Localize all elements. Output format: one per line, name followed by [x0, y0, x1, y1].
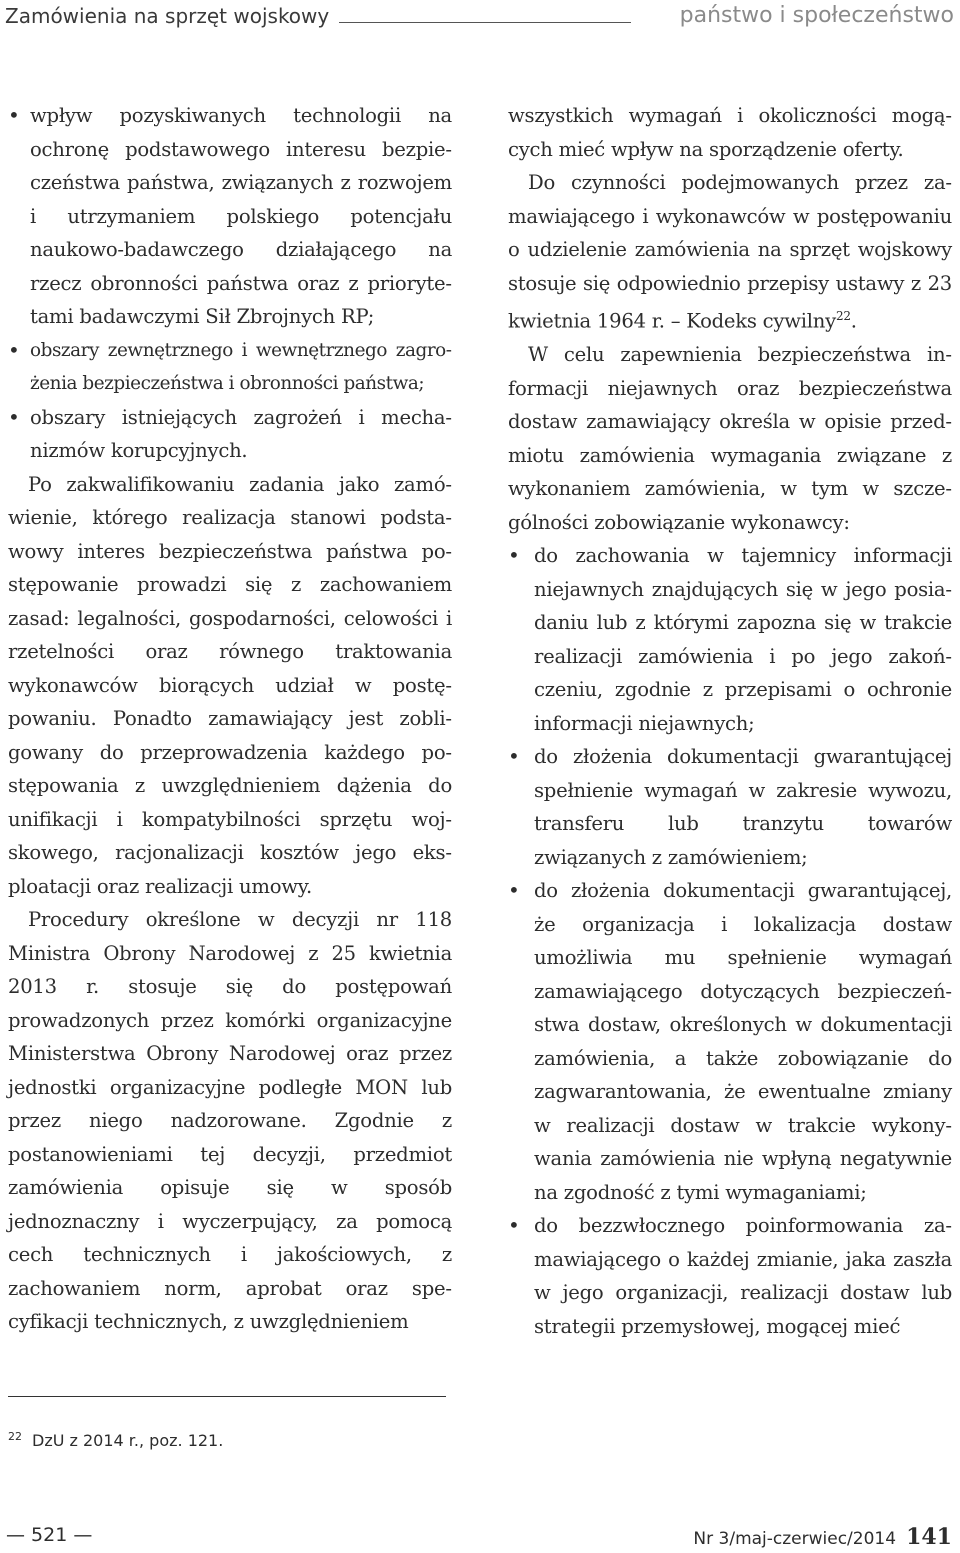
footnote-text: DzU z 2014 r., poz. 121. — [32, 1431, 224, 1450]
footer-issue — [693, 1524, 952, 1550]
left-bullet-1: • wpływ pozyskiwanych technologii na ochronę podstawowego interesu bezpieczeństwa państwa, związanych z rozwojem i utrzymaniem polskiego potencjału naukowo-badawczego działającego na rzecz obronności państwa oraz z priorytetami badawczymi Sił Zbrojnych RP; — [8, 99, 452, 334]
left-paragraph-1: Po zakwalifikowaniu zadania jako zamówienie, którego realizacja stanowi podstawowy interes bezpieczeństwa państwa postępowanie prowadzi się z zachowaniem zasad: legalności, gospodarności, celowości i rzetelności oraz równego traktowania wykonawców biorących udział w postępowaniu. Ponadto zamawiający jest zobligowany do przeprowadzenia każdego postępowania z uwzględnieniem dążenia do unifikacji i kompatybilności sprzętu wojskowego, racjonalizacji kosztów jego eksploatacji oraz realizacji umowy. — [8, 472, 452, 898]
left-bullet-2: • obszary zewnętrznego i wewnętrznego zagrożenia bezpieczeństwa i obronności państwa; — [8, 334, 452, 401]
right-paragraph-2-end: . — [850, 309, 857, 333]
left-bullet-3: • obszary istniejących zagrożeń i mechanizmów korupcyjnych. — [8, 401, 452, 468]
header-rule — [339, 22, 631, 23]
running-header-title: Zamówienia na sprzęt wojskowy — [5, 4, 330, 28]
left-column — [8, 99, 452, 1339]
footer-issue-label: Nr 3/maj-czerwiec/2014 — [693, 1529, 897, 1549]
right-bullet-list — [508, 539, 952, 1343]
footnote-reference: 22 — [835, 309, 851, 323]
right-paragraph-3: W celu zapewnienia bezpieczeństwa informacji niejawnych oraz bezpieczeństwa dostaw zamawiający określa w opisie przedmiotu zamówienia wymagania związane z wykonaniem zamówienia, w tym w szczególności zobowiązanie wykonawcy: — [508, 343, 952, 534]
footer-page-marker: — 521 — — [6, 1524, 93, 1546]
right-bullet-1: • do zachowania w tajemnicy informacji niejawnych znajdujących się w jego posiadaniu lub z którymi zapozna się w trakcie realizacji zamówienia i po jego zakończeniu, zgodnie z przepisami o ochronie informacji niejawnych; — [508, 539, 952, 740]
running-header-section: państwo i społeczeństwo — [679, 3, 954, 28]
left-paragraph-2: Procedury określone w decyzji nr 118 Ministra Obrony Narodowej z 25 kwietnia 2013 r. stosuje się do postępowań prowadzonych przez komórki organizacyjne Ministerstwa Obrony Narodowej oraz przez jednostki organizacyjne podległe MON lub przez niego nadzorowane. Zgodnie z postanowieniami tej decyzji, przedmiot zamówienia opisuje się w sposób jednoznaczny i wyczerpujący, za pomocą cech technicznych i jakościowych, z zachowaniem norm, aprobat oraz specyfikacji technicznych, z uwzględnieniem — [8, 908, 452, 1333]
right-paragraph-2-text: Do czynności podejmowanych przez zamawiającego i wykonawców w postępowaniu o udzielenie zamówienia na sprzęt wojskowy stosuje się odpowiednio przepisy ustawy z 23 kwietnia 1964 r. – Kodeks cywilny — [508, 171, 952, 333]
left-bullet-list — [8, 99, 452, 468]
right-continuation: wszystkich wymagań i okoliczności mogących mieć wpływ na sporządzenie oferty. — [508, 104, 952, 161]
right-paragraph-2 — [508, 166, 952, 338]
footnote-number: 22 — [8, 1430, 22, 1443]
footnote-rule — [8, 1396, 446, 1397]
right-bullet-4: • do bezzwłocznego poinformowania zamawiającego o każdej zmianie, jaka zaszła w jego organizacji, realizacji dostaw lub strategii przemysłowej, mogącej mieć — [508, 1209, 952, 1343]
right-bullet-2: • do złożenia dokumentacji gwarantującej spełnienie wymagań w zakresie wywozu, transferu lub tranzytu towarów związanych z zamówieniem; — [508, 740, 952, 874]
right-column — [508, 99, 952, 1343]
page-number: 141 — [906, 1524, 952, 1550]
right-bullet-3: • do złożenia dokumentacji gwarantującej, że organizacja i lokalizacja dostaw umożliwia mu spełnienie wymagań zamawiającego dotyczących bezpieczeństwa dostaw, określonych w dokumentacji zamówienia, a także zobowiązanie do zagwarantowania, że ewentualne zmiany w realizacji dostaw w trakcie wykonywania zamówienia nie wpłyną negatywnie na zgodność z tymi wymaganiami; — [508, 874, 952, 1209]
footnote — [8, 1430, 223, 1450]
